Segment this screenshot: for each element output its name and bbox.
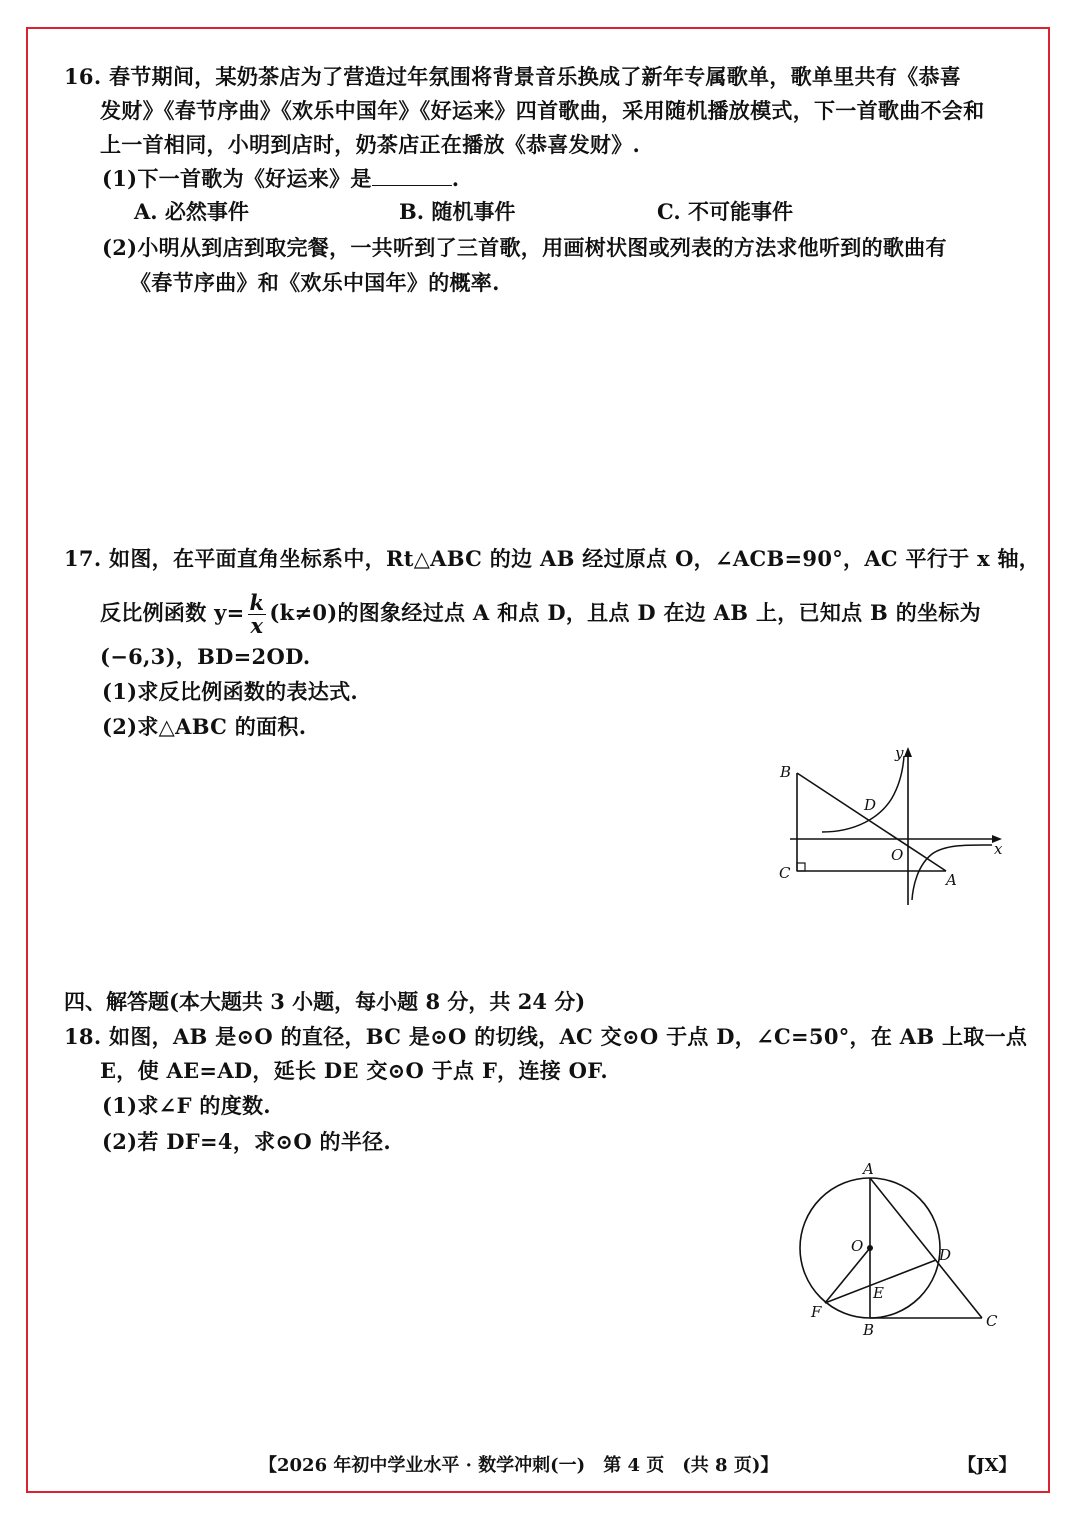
label-e: E — [873, 1284, 884, 1302]
hyperbola-branch-2 — [822, 756, 904, 832]
y-axis-arrow — [904, 747, 912, 757]
q16-line-1: 16. 春节期间，某奶茶店为了营造过年氛围将背景音乐换成了新年专属歌单，歌单里共有《恭喜 — [64, 64, 962, 89]
q18-part-2: (2)若 DF=4，求⊙O 的半径. — [102, 1129, 392, 1154]
q16-part-2-line-2: 《春节序曲》和《欢乐中国年》的概率. — [130, 270, 500, 295]
q16-part-1 — [102, 164, 459, 194]
q16-line-2: 发财》《春节序曲》《欢乐中国年》《好运来》四首歌曲，采用随机播放模式，下一首歌曲不会和 — [100, 98, 985, 123]
q17-line-2-prefix: 反比例函数 y= — [100, 600, 245, 625]
choice-b: B. 随机事件 — [399, 199, 516, 224]
right-angle-mark — [797, 863, 805, 871]
q17-line-2-suffix: (k≠0)的图象经过点 A 和点 D，且点 D 在边 AB 上，已知点 B 的坐标为 — [269, 600, 981, 625]
label-c: C — [779, 864, 791, 882]
q18-line-1: 18. 如图，AB 是⊙O 的直径，BC 是⊙O 的切线，AC 交⊙O 于点 D，∠C=50°，在 AB 上取一点 — [64, 1024, 1028, 1049]
label-a: A — [946, 871, 957, 889]
footer-title: 【2026 年初中学业水平 · 数学冲刺(一) 第 4 页 (共 8 页)】 — [259, 1455, 779, 1476]
footer-code: 【JX】 — [958, 1455, 1017, 1476]
q16-part-1-text: (1)下一首歌为《好运来》是 — [102, 166, 372, 191]
label-d: D — [939, 1246, 952, 1264]
label-y: y — [895, 744, 904, 762]
choice-a: A. 必然事件 — [134, 199, 249, 224]
label-o: O — [891, 846, 904, 864]
answer-blank[interactable] — [372, 165, 452, 186]
label-b: B — [863, 1321, 875, 1339]
q17-part-2: (2)求△ABC 的面积. — [102, 714, 307, 739]
label-b: B — [780, 763, 792, 781]
q18-figure — [795, 1155, 1015, 1345]
label-o: O — [851, 1237, 864, 1255]
fraction-k-over-x — [248, 592, 267, 637]
label-c: C — [986, 1312, 998, 1330]
label-a: A — [863, 1160, 874, 1178]
line-ac — [870, 1178, 982, 1318]
q17-line-3: (−6,3)，BD=2OD. — [100, 644, 311, 669]
q18-part-1: (1)求∠F 的度数. — [102, 1093, 271, 1118]
choice-c: C. 不可能事件 — [657, 199, 793, 224]
q16-line-3: 上一首相同，小明到店时，奶茶店正在播放《恭喜发财》. — [100, 132, 641, 157]
q17-figure — [770, 740, 1010, 910]
q18-line-2: E，使 AE=AD，延长 DE 交⊙O 于点 F，连接 OF. — [100, 1058, 608, 1083]
label-d: D — [864, 796, 877, 814]
side-ab — [797, 773, 946, 871]
q17-part-1: (1)求反比例函数的表达式. — [102, 679, 358, 704]
fraction-numerator: k — [249, 590, 265, 615]
label-f: F — [811, 1303, 822, 1321]
q17-line-1: 17. 如图，在平面直角坐标系中，Rt△ABC 的边 AB 经过原点 O，∠ACB=90°，AC 平行于 x 轴， — [64, 546, 1041, 571]
center-dot — [867, 1245, 873, 1251]
fraction-denominator: x — [250, 613, 264, 638]
q16-part-2-line-1: (2)小明从到店到取完餐，一共听到了三首歌，用画树状图或列表的方法求他听到的歌曲有 — [102, 235, 947, 260]
q16-part-1-end: . — [451, 166, 460, 191]
section-4-title: 四、解答题(本大题共 3 小题，每小题 8 分，共 24 分) — [64, 989, 586, 1014]
label-x: x — [994, 840, 1003, 858]
q17-line-2 — [100, 592, 981, 637]
